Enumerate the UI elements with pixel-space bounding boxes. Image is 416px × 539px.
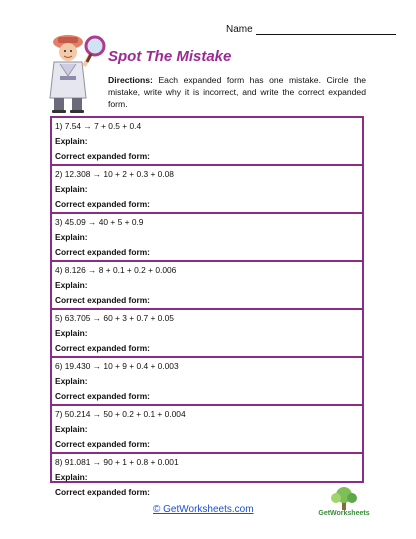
explain-label: Explain:: [55, 328, 88, 338]
explain-label: Explain:: [55, 136, 88, 146]
worksheet-title: Spot The Mistake: [108, 48, 232, 65]
problem-text: 7) 50.214 → 50 + 0.2 + 0.1 + 0.004: [55, 409, 186, 419]
name-line-rule: [256, 25, 396, 35]
problem-box: [50, 116, 364, 497]
correct-form-label: Correct expanded form:: [55, 199, 150, 209]
directions: [108, 74, 366, 110]
explain-label: Explain:: [55, 280, 88, 290]
explain-label: Explain:: [55, 376, 88, 386]
problem-text: 8) 91.081 → 90 + 1 + 0.8 + 0.001: [55, 457, 179, 467]
problem-text: 3) 45.09 → 40 + 5 + 0.9: [55, 217, 144, 227]
logo-text: GetWorksheets: [318, 510, 370, 517]
name-field[interactable]: [226, 24, 396, 35]
correct-form-label: Correct expanded form:: [55, 439, 150, 449]
directions-text: Each expanded form has one mistake. Circle the mistake, write why it is incorrect, and write the correct expanded form.: [108, 75, 366, 109]
correct-form-label: Correct expanded form:: [55, 487, 150, 497]
problem-text: 5) 63.705 → 60 + 3 + 0.7 + 0.05: [55, 313, 174, 323]
explain-label: Explain:: [55, 472, 88, 482]
getworksheets-link[interactable]: © GetWorksheets.com: [153, 504, 254, 515]
problem-row[interactable]: [52, 406, 362, 454]
explain-label: Explain:: [55, 232, 88, 242]
problem-text: 2) 12.308 → 10 + 2 + 0.3 + 0.08: [55, 169, 174, 179]
correct-form-label: Correct expanded form:: [55, 391, 150, 401]
name-label: Name: [226, 24, 253, 35]
problem-text: 6) 19.430 → 10 + 9 + 0.4 + 0.003: [55, 361, 179, 371]
correct-form-label: Correct expanded form:: [55, 295, 150, 305]
detective-illustration: [40, 28, 108, 114]
problem-row[interactable]: [52, 358, 362, 406]
correct-form-label: Correct expanded form:: [55, 247, 150, 257]
correct-form-label: Correct expanded form:: [55, 343, 150, 353]
problem-text: 4) 8.126 → 8 + 0.1 + 0.2 + 0.006: [55, 265, 177, 275]
getworksheets-logo: [316, 486, 372, 522]
problem-row[interactable]: [52, 214, 362, 262]
problem-row[interactable]: [52, 166, 362, 214]
problem-text: 1) 7.54 → 7 + 0.5 + 0.4: [55, 121, 142, 131]
problem-row[interactable]: [52, 118, 362, 166]
explain-label: Explain:: [55, 184, 88, 194]
explain-label: Explain:: [55, 424, 88, 434]
problem-row[interactable]: [52, 310, 362, 358]
tree-icon: [326, 486, 362, 510]
correct-form-label: Correct expanded form:: [55, 151, 150, 161]
directions-label: Directions:: [108, 75, 153, 85]
problem-row[interactable]: [52, 262, 362, 310]
